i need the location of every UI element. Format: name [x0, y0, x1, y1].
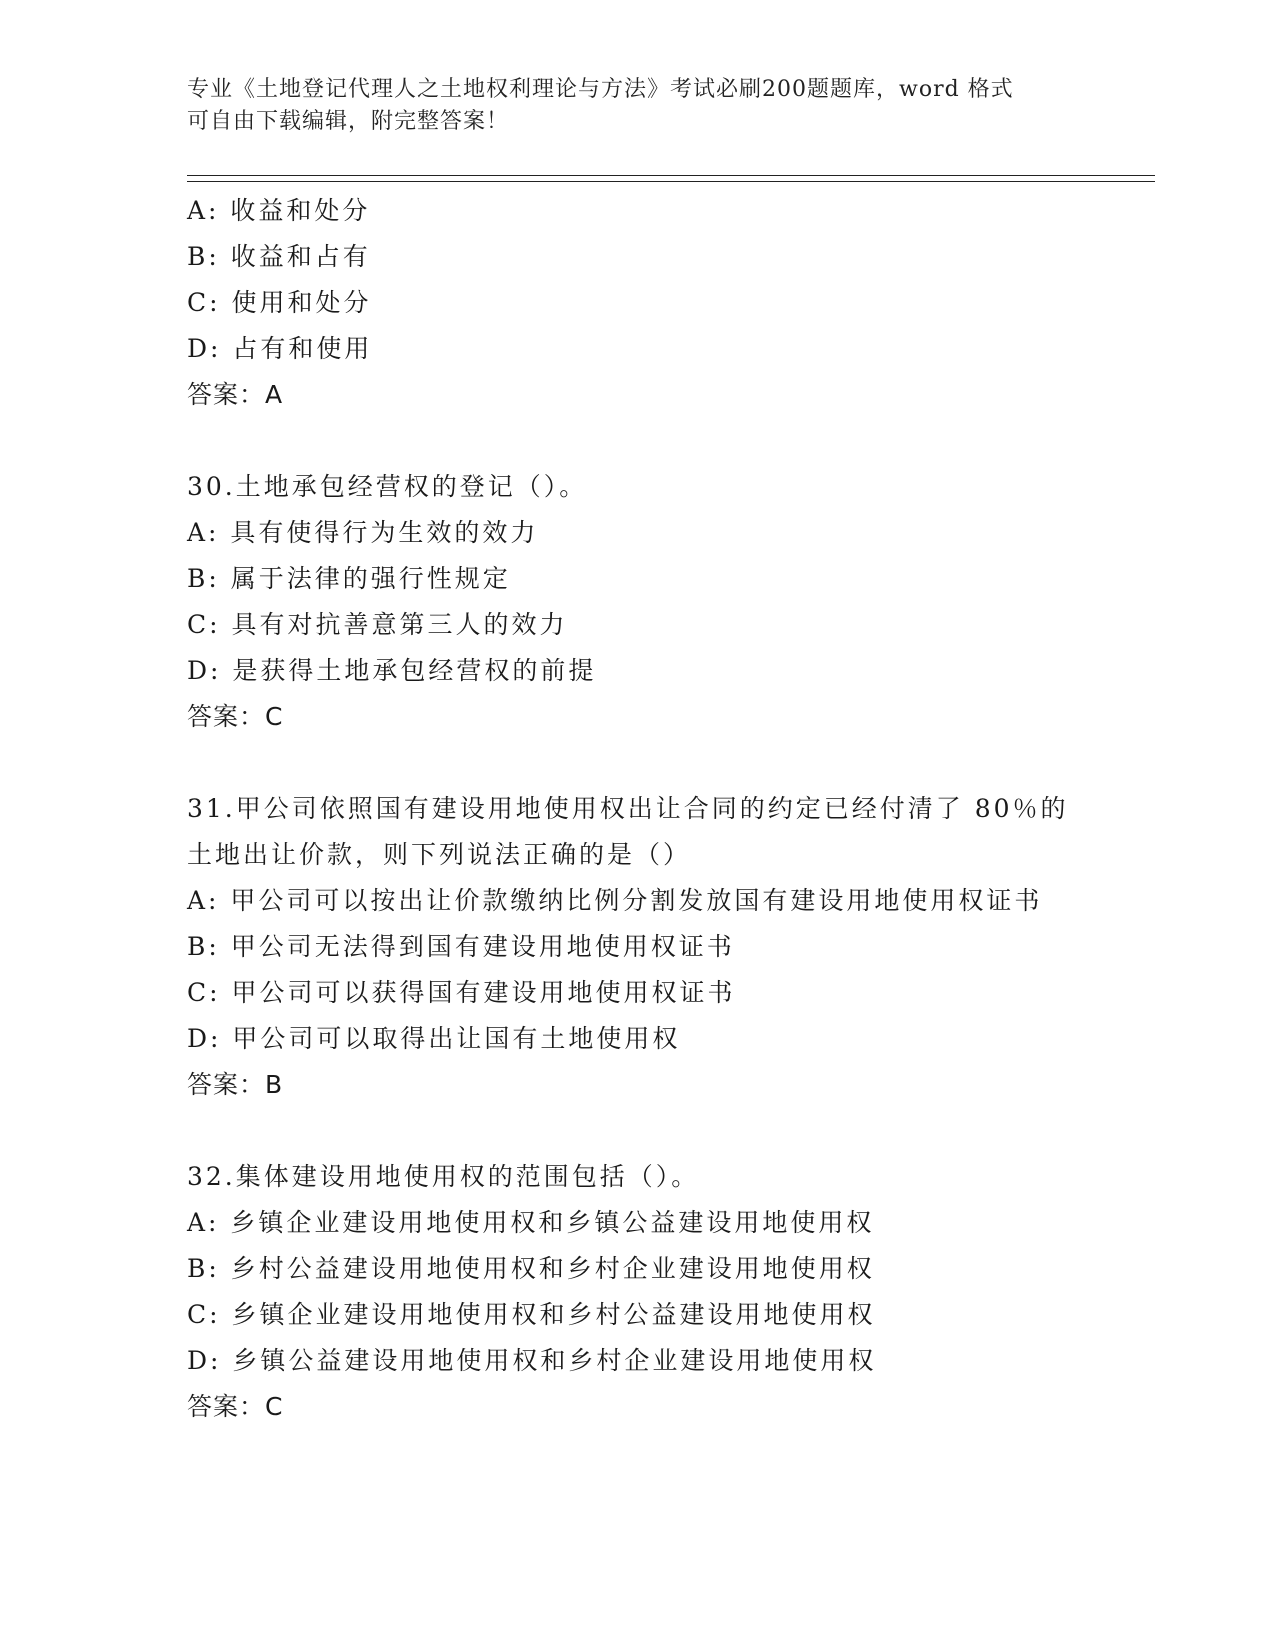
option-c: C: 使用和处分 — [187, 288, 372, 317]
option-c: C: 乡镇企业建设用地使用权和乡村公益建设用地使用权 — [187, 1300, 876, 1329]
question-29 — [187, 188, 1117, 418]
spacer — [187, 418, 1117, 464]
option-d: D: 是获得土地承包经营权的前提 — [187, 656, 597, 685]
option-b: B: 乡村公益建设用地使用权和乡村企业建设用地使用权 — [187, 1254, 875, 1283]
option-b: B: 甲公司无法得到国有建设用地使用权证书 — [187, 932, 735, 961]
option-a: A: 收益和处分 — [187, 196, 371, 225]
option-d: D: 乡镇公益建设用地使用权和乡村企业建设用地使用权 — [187, 1346, 877, 1375]
question-30 — [187, 464, 1117, 740]
question-stem: 32.集体建设用地使用权的范围包括（）。 — [187, 1162, 700, 1191]
option-d: D: 占有和使用 — [187, 334, 373, 363]
option-c: C: 具有对抗善意第三人的效力 — [187, 610, 568, 639]
page-header — [187, 74, 1067, 138]
option-d: D: 甲公司可以取得出让国有土地使用权 — [187, 1024, 681, 1053]
option-b: B: 属于法律的强行性规定 — [187, 564, 511, 593]
question-32 — [187, 1154, 1117, 1430]
option-a: A: 乡镇企业建设用地使用权和乡镇公益建设用地使用权 — [187, 1208, 875, 1237]
header-rule-top — [187, 175, 1155, 176]
header-line-1: 专业《土地登记代理人之土地权利理论与方法》考试必刷200题题库，word 格式 — [187, 77, 1014, 102]
spacer — [187, 740, 1117, 786]
question-stem-line-1: 31.甲公司依照国有建设用地使用权出让合同的约定已经付清了 80％的 — [187, 794, 1069, 823]
answer: 答案：C — [187, 1392, 284, 1421]
answer: 答案：C — [187, 702, 284, 731]
header-line-2: 可自由下载编辑，附完整答案！ — [187, 109, 510, 134]
question-31 — [187, 786, 1117, 1108]
option-a: A: 甲公司可以按出让价款缴纳比例分割发放国有建设用地使用权证书 — [187, 886, 1043, 915]
answer: 答案：A — [187, 380, 284, 409]
question-list — [187, 188, 1117, 1430]
question-stem-line-2: 土地出让价款，则下列说法正确的是（） — [187, 840, 692, 869]
header-rule-bottom — [187, 181, 1155, 182]
option-b: B: 收益和占有 — [187, 242, 371, 271]
spacer — [187, 1108, 1117, 1154]
option-a: A: 具有使得行为生效的效力 — [187, 518, 539, 547]
answer: 答案：B — [187, 1070, 284, 1099]
question-stem: 30.土地承包经营权的登记（）。 — [187, 472, 588, 501]
option-c: C: 甲公司可以获得国有建设用地使用权证书 — [187, 978, 736, 1007]
